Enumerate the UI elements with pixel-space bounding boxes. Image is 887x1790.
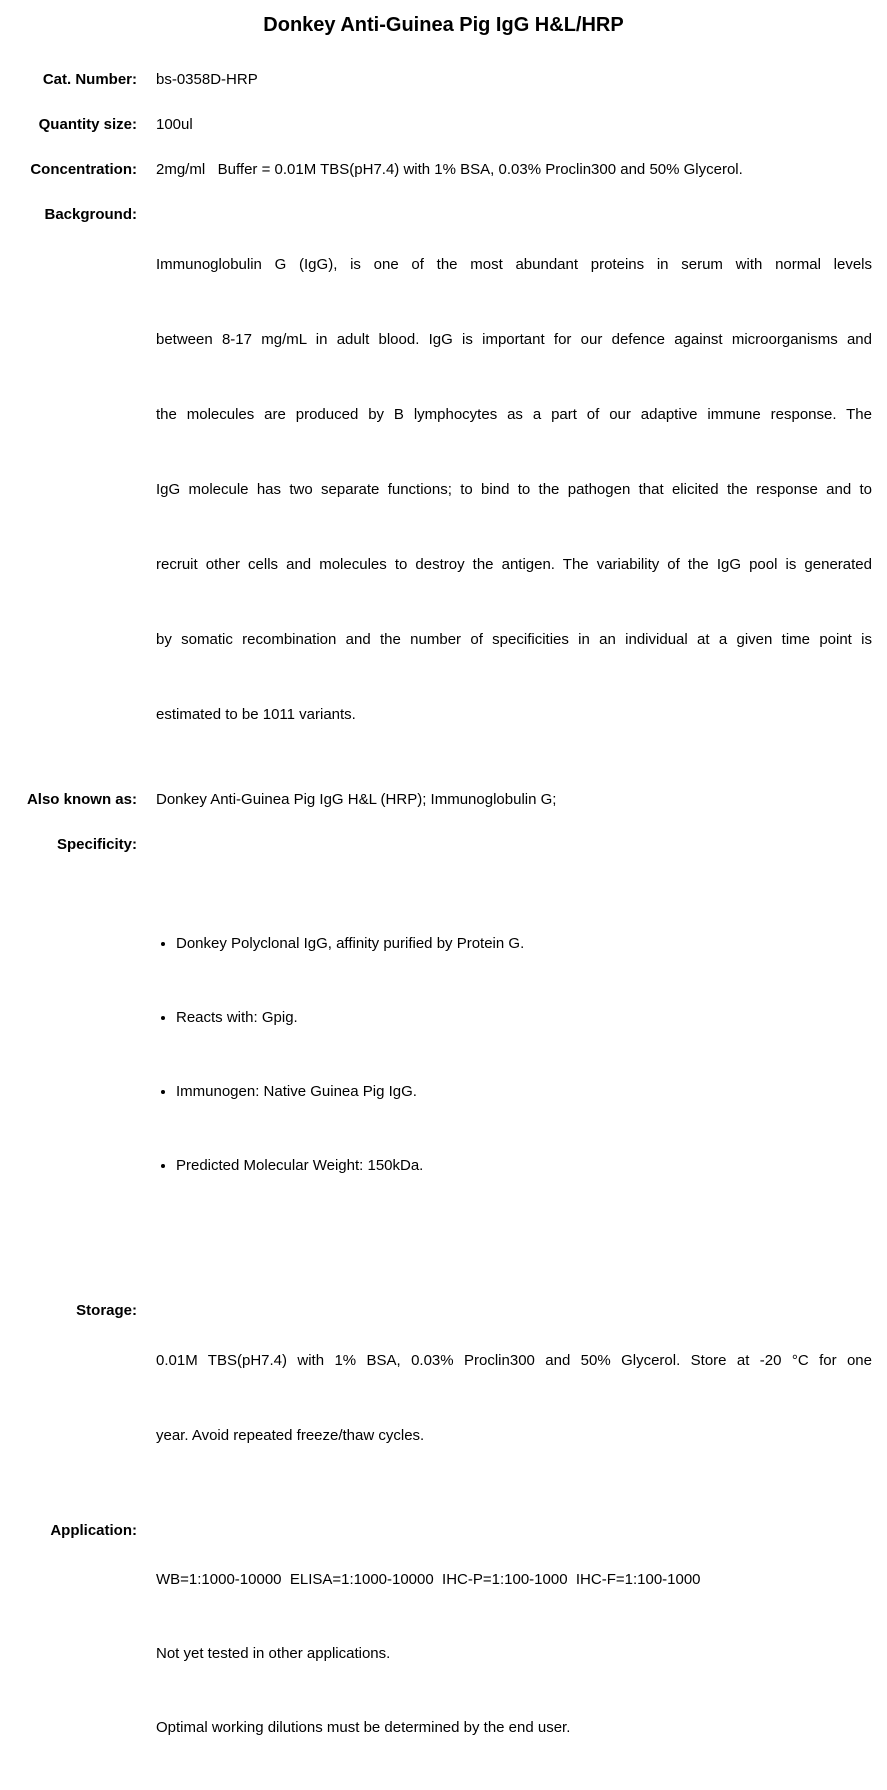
storage-paragraph: [156, 1298, 872, 1498]
background-line: recruit other cells and molecules to destroy the antigen. The variability of the IgG pool is generated: [156, 556, 872, 573]
application-note-line: Not yet tested in other applications.: [156, 1645, 391, 1662]
field-row-background: [0, 202, 887, 777]
also-known-as-label: Also known as:: [26, 791, 137, 808]
concentration-label: Concentration:: [30, 161, 137, 178]
antibody-datasheet: [0, 12, 887, 1736]
specificity-item: • Immunogen: Native Guinea Pig IgG.: [176, 1080, 872, 1104]
background-line: IgG molecule has two separate functions; to bind to the pathogen that elicited the response and to: [156, 481, 872, 498]
also-known-as-value: Donkey Anti-Guinea Pig IgG H&L (HRP); Immunoglobulin G;: [156, 791, 557, 808]
background-line: estimated to be 1011 variants.: [156, 706, 356, 723]
background-line: the molecules are produced by B lymphocytes as a part of our adaptive immune response. The: [156, 406, 872, 423]
quantity-size-value: 100ul: [156, 116, 193, 133]
application-note-line: Optimal working dilutions must be determined by the end user.: [156, 1719, 571, 1736]
application-paragraph: [156, 1518, 872, 1790]
cat-number-value: bs-0358D-HRP: [156, 71, 258, 88]
page-title: Donkey Anti-Guinea Pig IgG H&L/HRP: [263, 14, 624, 36]
field-row-storage: [0, 1298, 887, 1498]
specificity-value: [156, 832, 872, 1278]
specificity-item: • Predicted Molecular Weight: 150kDa.: [176, 1154, 872, 1178]
field-row-quantity-size: [0, 112, 887, 137]
specificity-list: [156, 882, 872, 1228]
background-line: between 8-17 mg/mL in adult blood. IgG is important for our defence against microorganisms and: [156, 331, 872, 348]
background-line: Immunoglobulin G (IgG), is one of the most abundant proteins in serum with normal levels: [156, 256, 872, 273]
field-row-application: [0, 1518, 887, 1790]
specificity-label: Specificity:: [56, 836, 137, 853]
field-row-cat-number: [0, 67, 887, 92]
application-label: Application:: [50, 1522, 137, 1539]
concentration-value: 2mg/ml Buffer = 0.01M TBS(pH7.4) with 1% BSA, 0.03% Proclin300 and 50% Glycerol.: [156, 161, 743, 178]
application-dilutions-line: WB=1:1000-10000 ELISA=1:1000-10000 IHC-P=1:100-1000 IHC-F=1:100-1000: [156, 1571, 701, 1588]
storage-label: Storage:: [76, 1302, 137, 1319]
background-paragraph: [156, 202, 872, 777]
field-row-concentration: [0, 157, 887, 182]
datasheet-fields: [0, 67, 887, 1790]
field-row-specificity: [0, 832, 887, 1278]
specificity-item: • Donkey Polyclonal IgG, affinity purified by Protein G.: [176, 932, 872, 956]
cat-number-label: Cat. Number:: [42, 71, 137, 88]
quantity-size-label: Quantity size:: [38, 116, 137, 133]
background-line: by somatic recombination and the number of specificities in an individual at a given time point is: [156, 631, 872, 648]
storage-line: year. Avoid repeated freeze/thaw cycles.: [156, 1427, 425, 1444]
storage-line: 0.01M TBS(pH7.4) with 1% BSA, 0.03% Proclin300 and 50% Glycerol. Store at -20 °C for one: [156, 1352, 872, 1369]
background-label: Background:: [44, 206, 137, 223]
field-row-also-known-as: [0, 787, 887, 812]
specificity-item: • Reacts with: Gpig.: [176, 1006, 872, 1030]
